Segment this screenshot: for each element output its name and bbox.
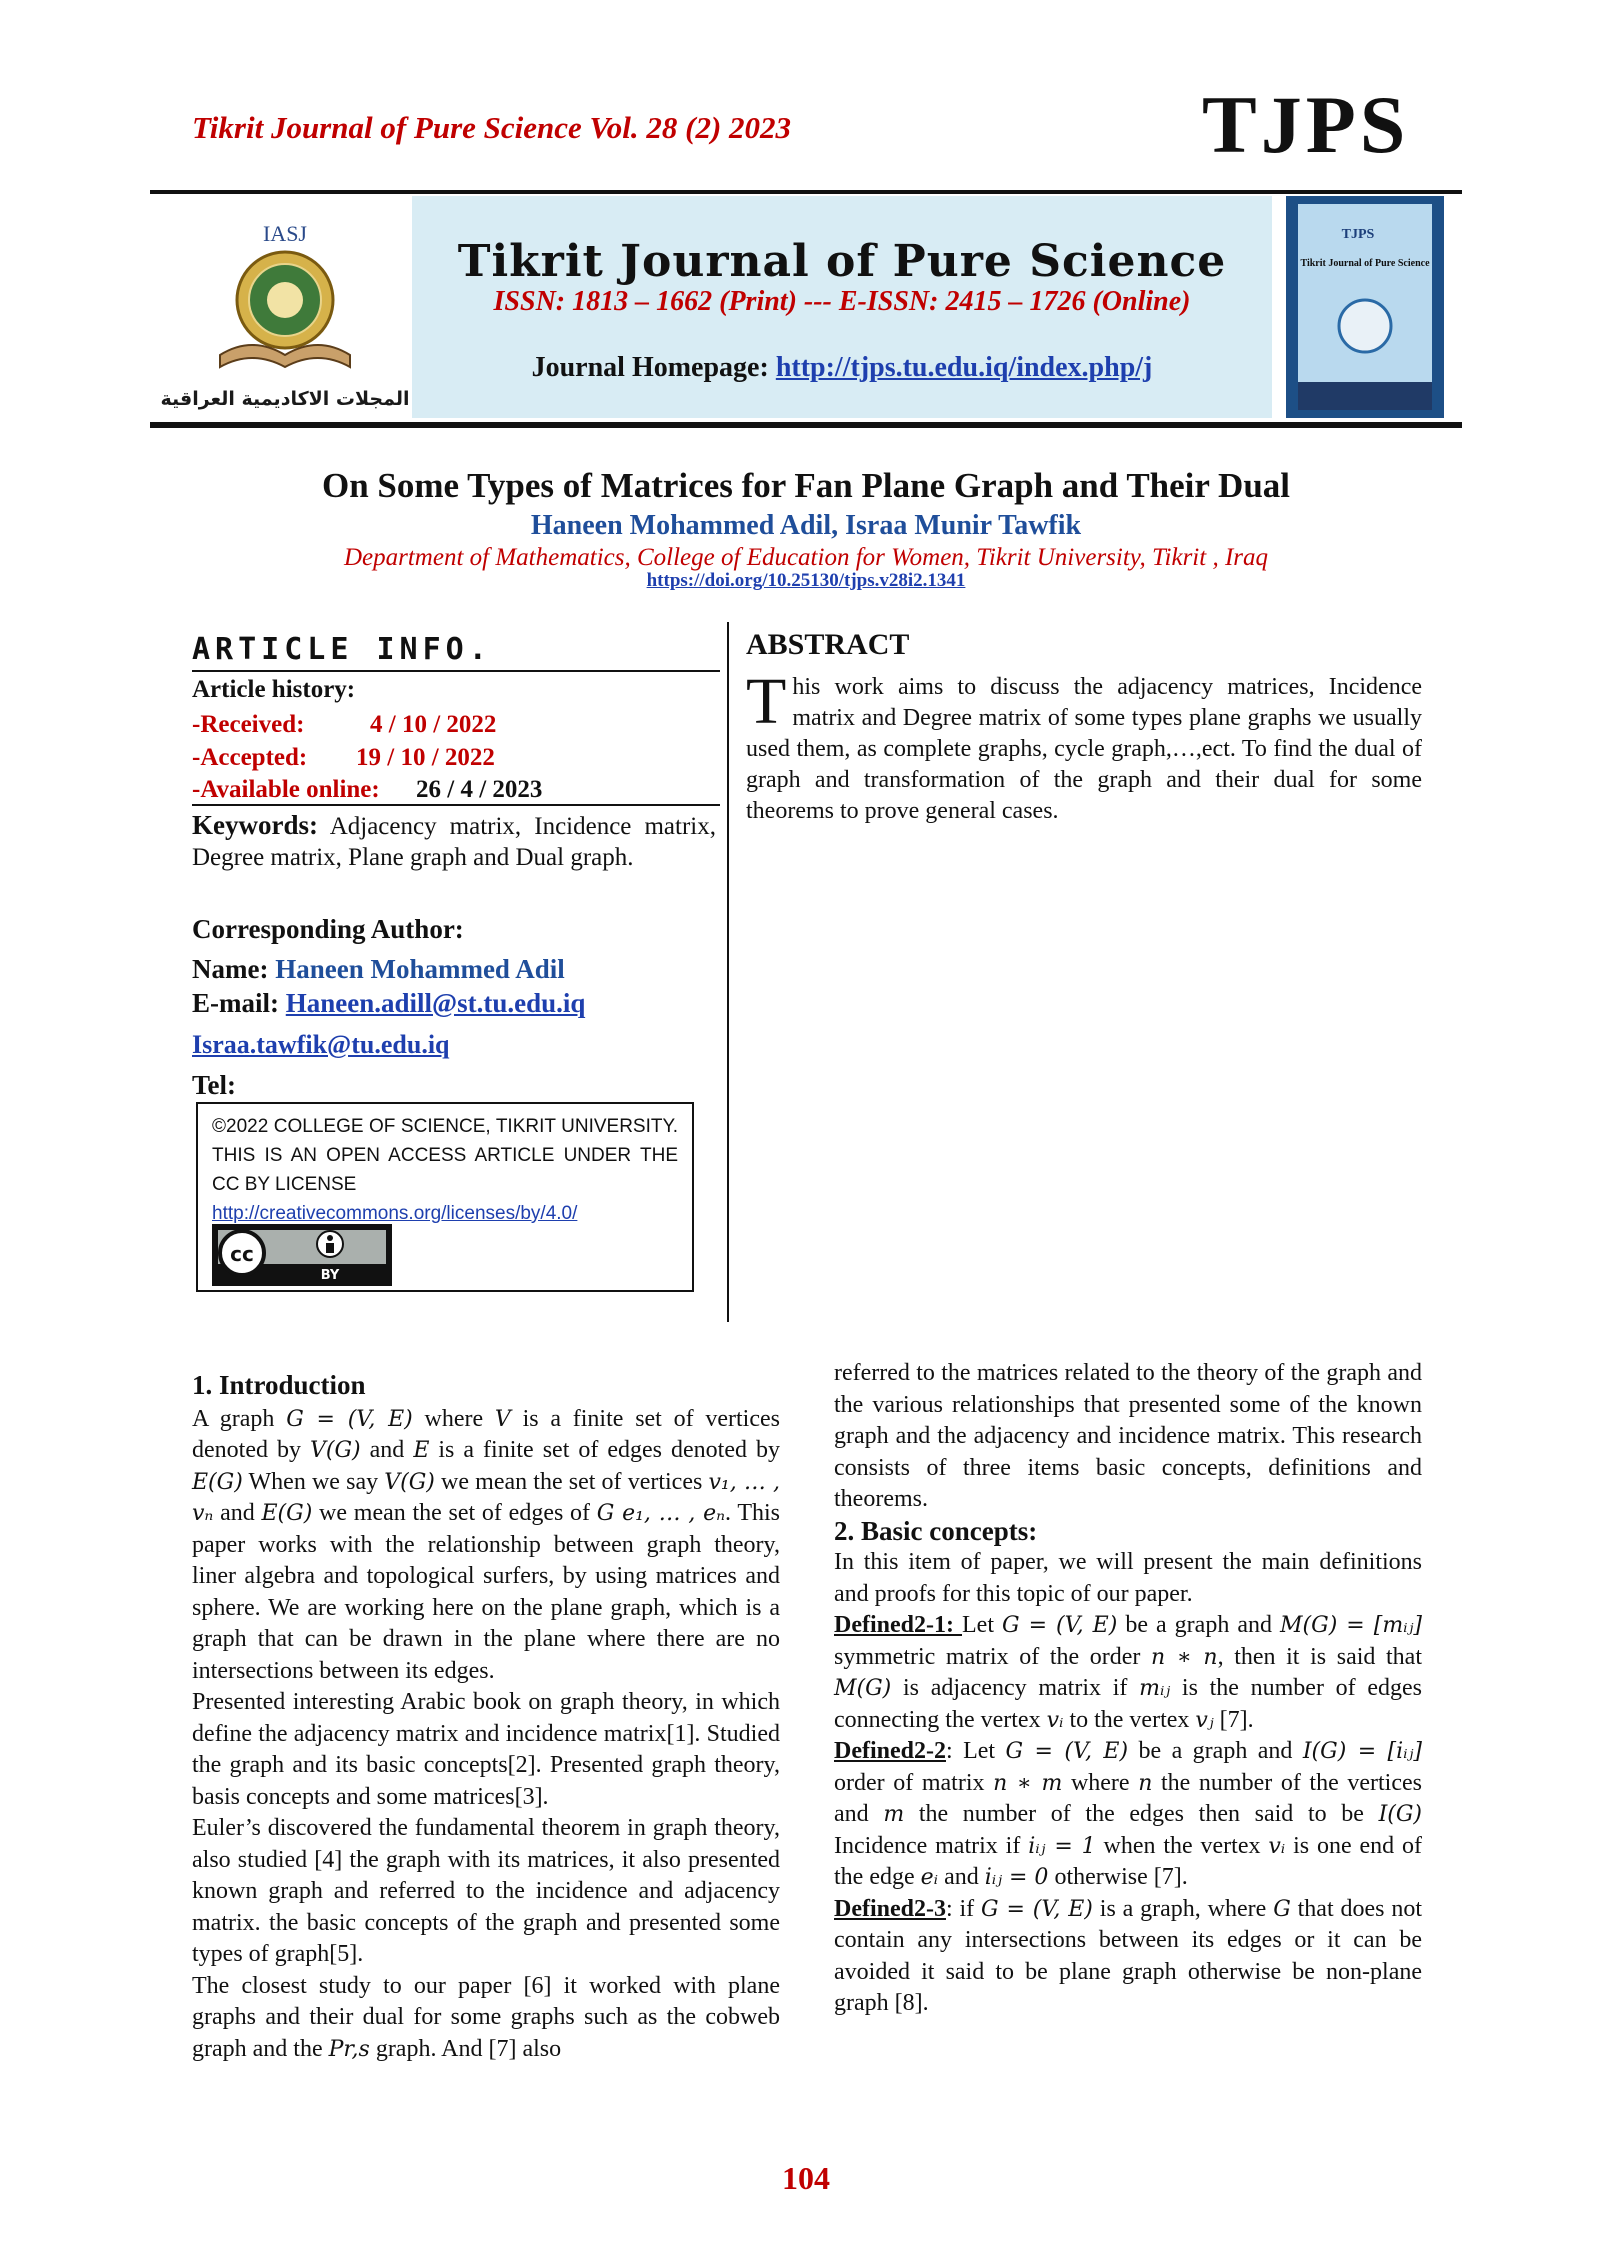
paper-authors: Haneen Mohammed Adil, Israa Munir Tawfik bbox=[530, 510, 1082, 541]
basic-concepts-heading: 2. Basic concepts: bbox=[834, 1515, 1038, 1546]
definition-2-2: Defined2-2: Let G = (V, E) be a graph and I(G) = [iᵢⱼ] order of matrix n ∗ m where n the number of the vertices and m the number of the edges then said to be I(G) Incidence matrix if iᵢⱼ = 1 when the vertex vᵢ is one end of the edge eᵢ and iᵢⱼ = 0 otherwise [7]. bbox=[834, 1738, 1423, 1890]
paper-affiliation: Department of Mathematics, College of Education for Women, Tikrit University, Tikrit , Iraq bbox=[343, 544, 1268, 571]
by-label: BY bbox=[320, 1268, 340, 1283]
keywords-label: Keywords: bbox=[192, 810, 318, 840]
abstract-body bbox=[746, 665, 1422, 827]
history-rule bbox=[192, 804, 720, 806]
header-journal-title: Tikrit Journal of Pure Science bbox=[457, 236, 1227, 287]
email-link-1[interactable]: Haneen.adill@st.tu.edu.iq bbox=[285, 988, 586, 1018]
keywords-text: Adjacency matrix, Incidence matrix, Degree matrix, Plane graph and Dual graph. bbox=[192, 813, 716, 871]
introduction-heading: 1. Introduction bbox=[192, 1370, 366, 1400]
license-link[interactable]: http://creativecommons.org/licenses/by/4.0/ bbox=[212, 1203, 578, 1224]
iasj-arabic: المجلات الاكاديمية العراقية bbox=[160, 388, 410, 410]
email-label: E-mail: bbox=[192, 988, 279, 1018]
cc-by-badge[interactable] bbox=[212, 1224, 392, 1286]
license-text: ©2022 COLLEGE OF SCIENCE, TIKRIT UNIVERSITY. THIS IS AN OPEN ACCESS ARTICLE UNDER THE CC BY LICENSE bbox=[212, 1116, 678, 1195]
intro-paragraph-1: A graph G = (V, E) where V is a finite set of vertices denoted by V(G) and E is a finite set of edges denoted by E(G) When we say V(G) we mean the set of vertices v₁, … , vₙ and E(G) we mean the set of edges of G e₁, … , eₙ. This paper works with the relationship between graph theory, liner algebra and topological surfers, by using matrices and sphere. We are working here on the plane graph, which is a graph that can be drawn in the plane where there are no intersections between its edges. bbox=[192, 1405, 781, 1684]
intro-paragraph-4: The closest study to our paper [6] it worked with plane graphs and their dual for some graphs such as the cobweb graph and the Pr,s graph. And [7] also bbox=[192, 1972, 780, 2062]
basic-concepts-intro: In this item of paper, we will present the main definitions and proofs for this topic of our paper. bbox=[834, 1549, 1422, 1607]
iasj-logo bbox=[160, 215, 410, 415]
header-homepage bbox=[412, 352, 1272, 384]
author-name-row bbox=[192, 954, 565, 985]
column-divider bbox=[727, 622, 729, 1322]
article-info-rule bbox=[192, 670, 720, 672]
email-link-2[interactable]: Israa.tawfik@tu.edu.iq bbox=[192, 1030, 450, 1059]
basic-concepts-column bbox=[834, 1358, 1422, 2020]
journal-cover-image bbox=[1286, 196, 1444, 418]
abstract-dropcap: T bbox=[746, 665, 787, 738]
page-number: 104 bbox=[782, 2160, 830, 2196]
definition-2-3: Defined2-3: if G = (V, E) is a graph, where G that does not contain any intersections between its edges or it can be avoided it said to be plane graph otherwise be non-plane graph [8]. bbox=[834, 1895, 1423, 2016]
paper-title: On Some Types of Matrices for Fan Plane Graph and Their Dual bbox=[321, 466, 1291, 505]
cover-logo: TJPS bbox=[1341, 227, 1375, 242]
name-label: Name: bbox=[192, 954, 269, 984]
corresponding-label: Corresponding Author: bbox=[192, 914, 464, 944]
intro-continuation: referred to the matrices related to the theory of the graph and the various relationships that presented some of the known graph and the adjacency and incidence matrix. This research consists of three items basic concepts, definitions and theorems. bbox=[834, 1360, 1422, 1512]
keywords-block bbox=[192, 810, 716, 873]
article-info-heading: ARTICLE INFO. bbox=[192, 632, 492, 667]
accepted-label: -Accepted: bbox=[192, 744, 308, 771]
received-date: 4 / 10 / 2022 bbox=[370, 711, 497, 738]
homepage-link[interactable]: http://tjps.tu.edu.iq/index.php/j bbox=[775, 352, 1153, 383]
tjps-logo: TJPS bbox=[1202, 79, 1410, 170]
header-issn: ISSN: 1813 – 1662 (Print) --- E-ISSN: 2415 – 1726 (Online) bbox=[493, 286, 1191, 317]
license-box bbox=[196, 1102, 694, 1292]
header-top-rule bbox=[150, 190, 1462, 194]
journal-line: Tikrit Journal of Pure Science Vol. 28 (2) 2023 bbox=[192, 110, 792, 145]
abstract-heading: ABSTRACT bbox=[746, 628, 910, 661]
homepage-label: Journal Homepage: bbox=[531, 352, 776, 383]
intro-paragraph-3: Euler’s discovered the fundamental theorem in graph theory, also studied [4] the graph with its matrices, it also presented known graph and referred to the incidence and adjacency matrix. the basic concepts of the graph and presented some types of graph[5]. bbox=[192, 1815, 780, 1967]
online-date: 26 / 4 / 2023 bbox=[416, 776, 543, 803]
cover-title: Tikrit Journal of Pure Science bbox=[1300, 258, 1430, 269]
article-history-label: Article history: bbox=[192, 676, 356, 703]
abstract-text: his work aims to discuss the adjacency matrices, Incidence matrix and Degree matrix of some types plane graphs we usually used them, as complete graphs, cycle graph,…,ect. To find the dual of graph and transformation of the graph and their dual for some theorems to prove general cases. bbox=[746, 674, 1422, 824]
author-name: Haneen Mohammed Adil bbox=[275, 954, 565, 984]
accepted-date: 19 / 10 / 2022 bbox=[356, 744, 495, 771]
iasj-label: IASJ bbox=[262, 221, 308, 246]
email-row bbox=[192, 988, 585, 1019]
tel-label: Tel: bbox=[192, 1070, 237, 1100]
header-bottom-rule bbox=[150, 422, 1462, 428]
received-label: -Received: bbox=[192, 711, 305, 738]
doi-link[interactable]: https://doi.org/10.25130/tjps.v28i2.1341 bbox=[646, 570, 966, 591]
introduction-column bbox=[192, 1370, 780, 2065]
cc-label: cc bbox=[230, 1242, 254, 1266]
definition-2-1: Defined2-1: Let G = (V, E) be a graph and M(G) = [mᵢⱼ] symmetric matrix of the order n ∗ n, then it is said that M(G) is adjacency matrix if mᵢⱼ is the number of edges connecting the vertex vᵢ to the vertex vⱼ [7]. bbox=[834, 1612, 1423, 1733]
license-text-block bbox=[212, 1112, 678, 1228]
intro-paragraph-2: Presented interesting Arabic book on graph theory, in which define the adjacency matrix and incidence matrix[1]. Studied the graph and its basic concepts[2]. Presented graph theory, basis concepts and some matrices[3]. bbox=[192, 1689, 780, 1810]
online-label: -Available online: bbox=[192, 776, 380, 803]
